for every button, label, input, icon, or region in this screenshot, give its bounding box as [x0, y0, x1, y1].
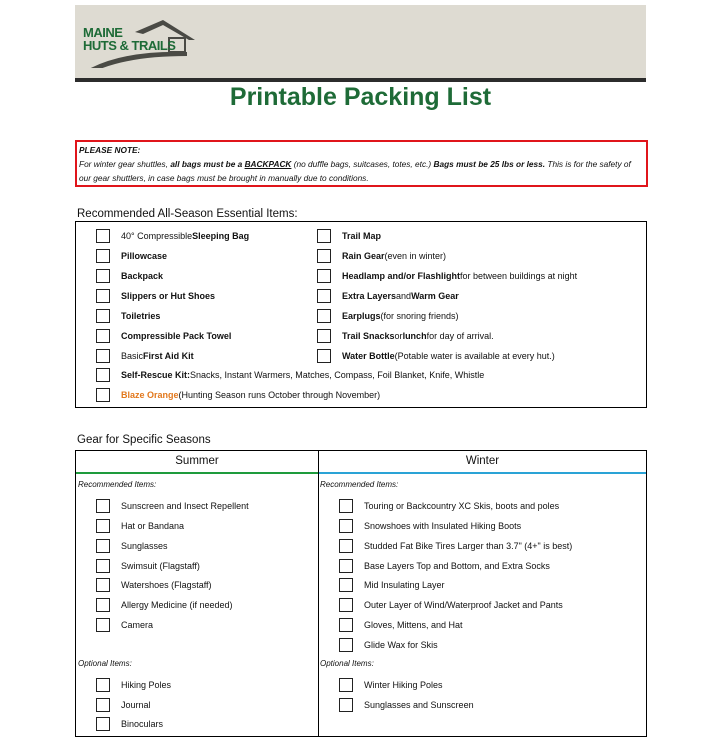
- self-rescue-kit-item: Self-Rescue Kit: Snacks, Instant Warmers, Matches, Compass, Foil Blanket, Knife, Whistle: [96, 365, 484, 385]
- checkbox[interactable]: [339, 499, 353, 513]
- checkbox[interactable]: [339, 539, 353, 553]
- summer-optional-label: Optional Items:: [78, 659, 132, 668]
- checkbox[interactable]: [96, 388, 110, 402]
- checkbox[interactable]: [96, 329, 110, 343]
- column-divider: [318, 451, 319, 736]
- checkbox[interactable]: [96, 578, 110, 592]
- checkbox[interactable]: [339, 598, 353, 612]
- list-item: Sunscreen and Insect Repellent: [96, 496, 249, 516]
- list-item: Binoculars: [96, 714, 163, 734]
- checkbox[interactable]: [96, 269, 110, 283]
- checkbox[interactable]: [96, 229, 110, 243]
- page-title: Printable Packing List: [229, 83, 492, 111]
- list-item: Toiletries: [96, 306, 160, 326]
- checkbox[interactable]: [339, 519, 353, 533]
- winter-header: Winter: [319, 451, 646, 474]
- list-item: Pillowcase: [96, 246, 167, 266]
- note-backpack: BACKPACK: [244, 159, 292, 169]
- checkbox[interactable]: [317, 349, 331, 363]
- checkbox[interactable]: [317, 289, 331, 303]
- list-item: Glide Wax for Skis: [339, 635, 438, 655]
- checkbox[interactable]: [96, 289, 110, 303]
- list-item: Earplugs (for snoring friends): [317, 306, 459, 326]
- checkbox[interactable]: [339, 618, 353, 632]
- checkbox[interactable]: [317, 229, 331, 243]
- list-item: Backpack: [96, 266, 163, 286]
- list-item: Gloves, Mittens, and Hat: [339, 615, 463, 635]
- summer-header: Summer: [76, 451, 318, 474]
- seasons-table: [75, 450, 647, 737]
- list-item: 40° Compressible Sleeping Bag: [96, 226, 249, 246]
- checkbox[interactable]: [317, 309, 331, 323]
- checkbox[interactable]: [96, 618, 110, 632]
- list-item: Trail Map: [317, 226, 381, 246]
- list-item: Trail Snacks or lunch for day of arrival.: [317, 326, 494, 346]
- list-item: Hiking Poles: [96, 675, 171, 695]
- logo-line-2: HUTS & TRAILS: [83, 38, 176, 53]
- list-item: Studded Fat Bike Tires Larger than 3.7" (4+" is best): [339, 536, 572, 556]
- list-item: Water Bottle (Potable water is available at every hut.): [317, 346, 555, 366]
- checkbox[interactable]: [96, 678, 110, 692]
- checkbox[interactable]: [96, 249, 110, 263]
- note-text-3: This is for the safety of our gear shuttlers, in case bags must be brought in manually due to conditions.: [79, 159, 631, 183]
- winter-optional-label: Optional Items:: [320, 659, 374, 668]
- checkbox[interactable]: [96, 349, 110, 363]
- seasons-heading: Gear for Specific Seasons: [77, 434, 211, 446]
- checkbox[interactable]: [96, 519, 110, 533]
- checkbox[interactable]: [96, 309, 110, 323]
- list-item: Compressible Pack Towel: [96, 326, 231, 346]
- list-item: Headlamp and/or Flashlight for between buildings at night: [317, 266, 577, 286]
- note-bold-2: Bags must be 25 lbs or less.: [433, 159, 546, 169]
- list-item: Sunglasses: [96, 536, 168, 556]
- list-item: Journal: [96, 695, 151, 715]
- list-item: Winter Hiking Poles: [339, 675, 443, 695]
- checkbox[interactable]: [96, 698, 110, 712]
- note-text-1: For winter gear shuttles,: [79, 159, 171, 169]
- checkbox[interactable]: [339, 698, 353, 712]
- list-item: Base Layers Top and Bottom, and Extra Socks: [339, 556, 550, 576]
- list-item: Rain Gear (even in winter): [317, 246, 446, 266]
- winter-recommended-label: Recommended Items:: [320, 480, 399, 489]
- checkbox[interactable]: [96, 559, 110, 573]
- essentials-heading: Recommended All-Season Essential Items:: [77, 208, 298, 220]
- checkbox[interactable]: [317, 329, 331, 343]
- checkbox[interactable]: [317, 269, 331, 283]
- list-item: Touring or Backcountry XC Skis, boots and poles: [339, 496, 559, 516]
- list-item: Camera: [96, 615, 153, 635]
- checkbox[interactable]: [339, 559, 353, 573]
- maine-huts-trails-logo: [83, 18, 243, 68]
- list-item: Watershoes (Flagstaff): [96, 575, 212, 595]
- essentials-box: [75, 221, 647, 408]
- checkbox[interactable]: [96, 499, 110, 513]
- list-item: Extra Layers and Warm Gear: [317, 286, 459, 306]
- list-item: Mid Insulating Layer: [339, 575, 445, 595]
- note-heading: PLEASE NOTE:: [79, 145, 141, 155]
- list-item: Hat or Bandana: [96, 516, 184, 536]
- note-bold-1: all bags must be a: [170, 159, 245, 169]
- note-text-2: (no duffle bags, suitcases, totes, etc.): [291, 159, 434, 169]
- checkbox[interactable]: [339, 578, 353, 592]
- list-item: Sunglasses and Sunscreen: [339, 695, 474, 715]
- list-item: Swimsuit (Flagstaff): [96, 556, 200, 576]
- page-header: [75, 5, 646, 82]
- checkbox[interactable]: [339, 678, 353, 692]
- list-item: Allergy Medicine (if needed): [96, 595, 233, 615]
- list-item: Outer Layer of Wind/Waterproof Jacket and Pants: [339, 595, 563, 615]
- checkbox[interactable]: [96, 368, 110, 382]
- please-note-box: [75, 140, 648, 187]
- logo-line-1: MAINE: [83, 25, 123, 40]
- checkbox[interactable]: [317, 249, 331, 263]
- checkbox[interactable]: [96, 598, 110, 612]
- summer-recommended-label: Recommended Items:: [78, 480, 157, 489]
- checkbox[interactable]: [339, 638, 353, 652]
- list-item: Snowshoes with Insulated Hiking Boots: [339, 516, 521, 536]
- checkbox[interactable]: [96, 539, 110, 553]
- checkbox[interactable]: [96, 717, 110, 731]
- blaze-orange-item: Blaze Orange (Hunting Season runs October through November): [96, 385, 380, 405]
- list-item: Basic First Aid Kit: [96, 346, 194, 366]
- list-item: Slippers or Hut Shoes: [96, 286, 215, 306]
